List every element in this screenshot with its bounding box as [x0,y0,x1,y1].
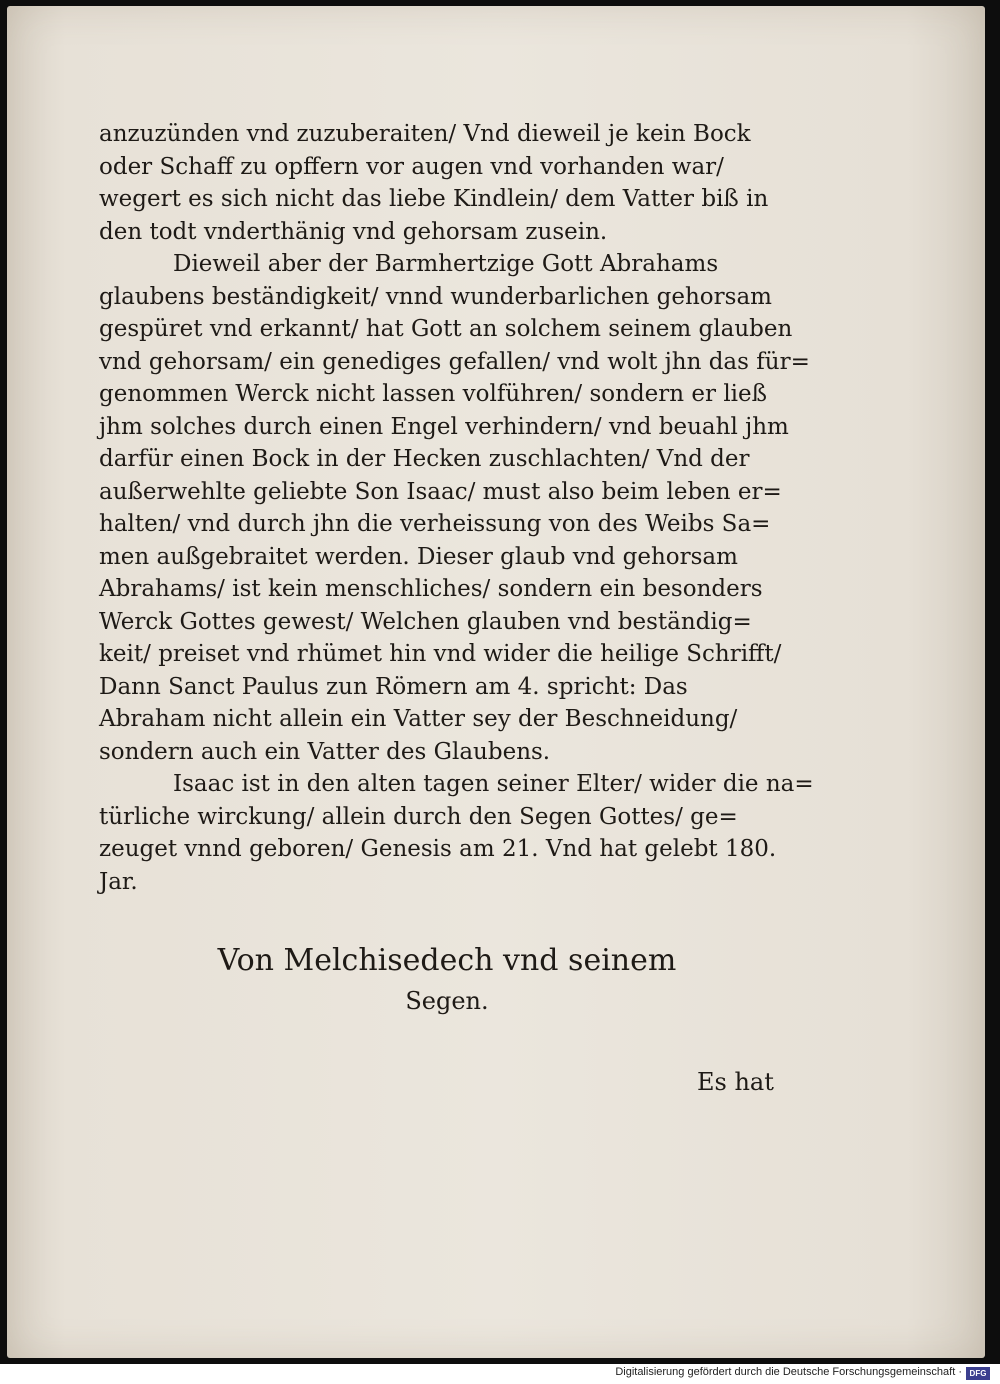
text-line: Dieweil aber der Barmhertzige Gott Abrahams [173,251,719,277]
text-line: außerwehlte geliebte Son Isaac/ must also beim leben er= [99,478,782,505]
funding-credit: Digitalisierung gefördert durch die Deutsche Forschungsgemeinschaft · [615,1366,962,1378]
text-line: Jar. [99,868,138,895]
text-line: den todt vnderthänig vnd gehorsam zusein. [99,218,608,245]
text-line: Abrahams/ ist kein menschliches/ sondern ein besonders [99,576,763,602]
heading-line-1: Von Melchisedech vnd seinem [217,943,677,978]
text-line: Abraham nicht allein ein Vatter sey der Beschneidung/ [99,706,738,732]
text-line: vnd gehorsam/ ein genediges gefallen/ vnd wolt jhn das für= [99,348,810,375]
text-line: türliche wirckung/ allein durch den Segen Gottes/ ge= [99,803,738,830]
text-line: genommen Werck nicht lassen volführen/ sondern er ließ [99,381,768,407]
text-line: glaubens beständigkeit/ vnnd wunderbarlichen gehorsam [99,283,772,310]
text-line: halten/ vnd durch jhn die verheissung von des Weibs Sa= [99,511,771,537]
text-line: sondern auch ein Vatter des Glaubens. [99,738,551,765]
text-line: Isaac ist in den alten tagen seiner Elter/ wider die na= [173,771,814,797]
text-line: oder Schaff zu opffern vor augen vnd vorhanden war/ [99,153,724,180]
footer-bar [0,1364,1000,1384]
text-line: wegert es sich nicht das liebe Kindlein/ dem Vatter biß in [99,186,769,212]
section-heading [7,938,887,1018]
text-line: jhm solches durch einen Engel verhindern/ vnd beuahl jhm [99,413,789,440]
catchword: Es hat [697,1068,774,1096]
text-line: keit/ preiset vnd rhümet hin vnd wider die heilige Schrifft/ [99,641,782,667]
text-line: darfür einen Bock in der Hecken zuschlachten/ Vnd der [99,446,750,472]
text-line: gespüret vnd erkannt/ hat Gott an solchem seinem glauben [99,316,793,342]
text-line: men außgebraitet werden. Dieser glaub vnd gehorsam [99,543,738,570]
document-page [7,6,985,1358]
heading-line-2: Segen. [405,987,489,1015]
text-line: zeuget vnnd geboren/ Genesis am 21. Vnd hat gelebt 180. [99,836,777,862]
body-text [99,118,814,898]
text-line: Werck Gottes gewest/ Welchen glauben vnd beständig= [99,608,752,635]
text-line: anzuzünden vnd zuzuberaiten/ Vnd dieweil je kein Bock [99,121,751,147]
dfg-logo-icon: DFG [966,1367,990,1380]
text-line: Dann Sanct Paulus zun Römern am 4. spricht: Das [99,673,688,700]
